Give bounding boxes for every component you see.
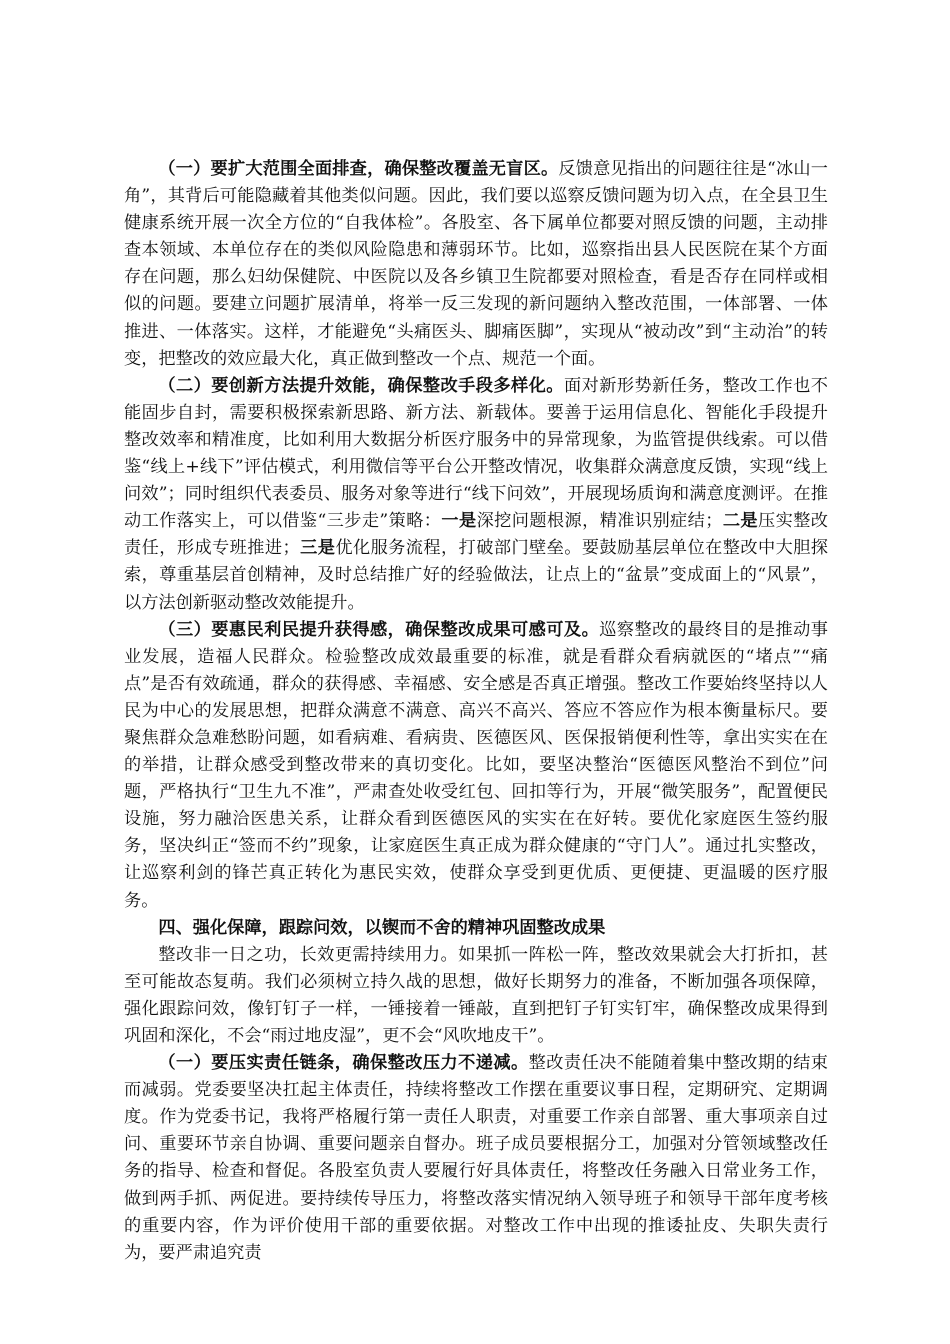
paragraph-body: 反馈意见指出的问题往往是“冰山一角”，其背后可能隐藏着其他类似问题。因此，我们要以巡察反馈问题为切入点，在全县卫生健康系统开展一次全方位的“自我体检”。各股室、各下属单位都要对照反馈的问题，主动排查本领域、本单位存在的类似风险隐患和薄弱环节。比如，巡察指出县人民医院在某个方面存在问题，那么妇幼保健院、中医院以及各乡镇卫生院都要对照检查，看是否存在同样或相似的问题。要建立问题扩展清单，将举一反三发现的新问题纳入整改范围，一体部署、一体推进、一体落实。这样，才能避免“头痛医头、脚痛医脚”，实现从“被动改”到“主动治”的转变，把整改的效应最大化，真正做到整改一个点、规范一个面。	[124, 159, 828, 369]
paragraph-responsibility-chain	[124, 1050, 828, 1267]
paragraph-lead: （三）要惠民利民提升获得感，确保整改成果可感可及。	[158, 619, 600, 640]
step-two-text: 压实整改责任，形成专班推进；	[124, 511, 828, 559]
paragraph-lead: （一）要压实责任链条，确保整改压力不递减。	[158, 1053, 529, 1074]
step-one-label: 一是	[441, 511, 477, 532]
step-one-text: 深挖问题根源，精准识别症结；	[476, 511, 723, 532]
paragraph-expand-scope	[124, 156, 828, 373]
paragraph-lead: （一）要扩大范围全面排查，确保整改覆盖无盲区。	[158, 159, 559, 179]
document-page	[124, 156, 828, 1267]
paragraph-section-intro: 整改非一日之功，长效更需持续用力。如果抓一阵松一阵，整改效果就会大打折扣，甚至可能故态复萌。我们必须树立持久战的思想，做好长期努力的准备，不断加强各项保障，强化跟踪问效，像钉钉子一样，一锤接着一锤敲，直到把钉子钉实钉牢，确保整改成果得到巩固和深化，不会“雨过地皮湿”，更不会“风吹地皮干”。	[124, 944, 828, 1046]
paragraph-lead: （二）要创新方法提升效能，确保整改手段多样化。	[158, 375, 564, 396]
paragraph-body: 巡察整改的最终目的是推动事业发展，造福人民群众。检验整改成效最重要的标准，就是看群众看病就医的“堵点”“痛点”是否有效疏通，群众的获得感、幸福感、安全感是否真正增强。整改工作要始终坚持以人民为中心的发展思想，把群众满意不满意、高兴不高兴、答应不答应作为根本衡量标尺。要聚焦群众急难愁盼问题，如看病难、看病贵、医德医风、医保报销便利性等，拿出实实在在的举措，让群众感受到整改带来的真切变化。比如，要坚决整治“医德医风整治不到位”问题，严格执行“卫生九不准”，严肃查处收受红包、回扣等行为，开展“微笑服务”，配置便民设施，努力融洽医患关系，让群众看到医德医风的实实在在好转。要优化家庭医生签约服务，坚决纠正“签而不约”现象，让家庭医生真正成为群众健康的“守门人”。通过扎实整改，让巡察利剑的锋芒真正转化为惠民实效，使群众享受到更优质、更便捷、更温暖的医疗服务。	[124, 619, 828, 911]
paragraph-benefit-people	[124, 617, 828, 915]
paragraph-body: 整改责任决不能随着集中整改期的结束而减弱。党委要坚决扛起主体责任，持续将整改工作摆在重要议事日程，定期研究、定期调度。作为党委书记，我将严格履行第一责任人职责，对重要工作亲自部署、重大事项亲自过问、重要环节亲自协调、重要问题亲自督办。班子成员要根据分工，加强对分管领域整改任务的指导、检查和督促。各股室负责人要履行好具体责任，将整改任务融入日常业务工作，做到两手抓、两促进。要持续传导压力，将整改落实情况纳入领导班子和领导干部年度考核的重要内容，作为评价使用干部的重要依据。对整改工作中出现的推诿扯皮、失职失责行为，要严肃追究责	[124, 1053, 828, 1263]
paragraph-innovate-methods	[124, 373, 828, 617]
step-three-label: 三是	[299, 538, 336, 559]
section-heading-four: 四、强化保障，跟踪问效，以锲而不舍的精神巩固整改成果	[158, 917, 606, 938]
step-two-label: 二是	[722, 511, 759, 532]
step-three-text: 优化服务流程，打破部门壁垒。要鼓励基层单位在整改中大胆探索，尊重基层首创精神，及时总结推广好的经验做法，让点上的“盆景”变成面上的“风景”，以方法创新驱动整改效能提升。	[124, 538, 828, 613]
paragraph-body: 面对新形势新任务，整改工作也不能固步自封，需要积极探索新思路、新方法、新载体。要善于运用信息化、智能化手段提升整改效率和精准度，比如利用大数据分析医疗服务中的异常现象，为监管提供线索。可以借鉴“线上+线下”评估模式，利用微信等平台公开整改情况，收集群众满意度反馈，实现“线上问效”；同时组织代表委员、服务对象等进行“线下问效”，开展现场质询和满意度测评。在推动工作落实上，可以借鉴“三步走”策略：	[124, 375, 828, 532]
